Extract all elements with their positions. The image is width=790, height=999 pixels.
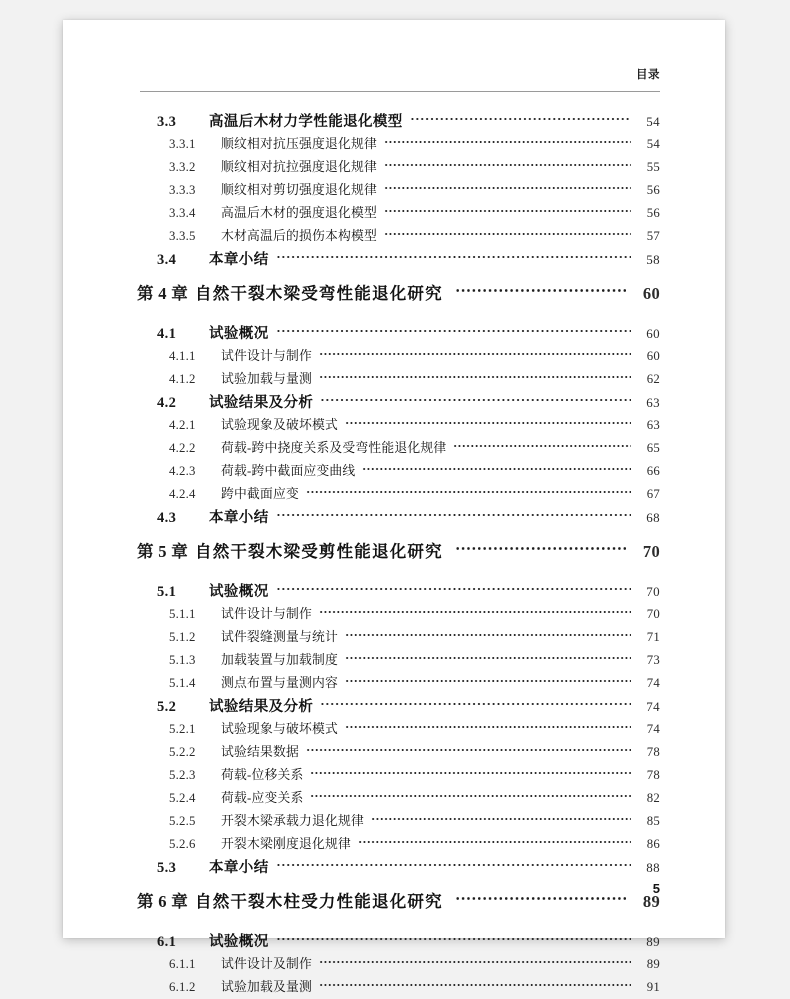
toc-chapter-entry[interactable] (63, 280, 725, 314)
toc-entry-title: 顺纹相对剪切强度退化规律 (221, 183, 377, 197)
toc-entry-number: 第 6 章 (137, 892, 188, 911)
toc-entry-title: 试验概况 (209, 326, 269, 342)
toc-entry-page-number: 74 (646, 722, 660, 736)
toc-entry-page-number: 55 (646, 160, 660, 174)
toc-entry-title: 荷载-应变关系 (221, 791, 304, 805)
toc-entry-page-number: 67 (646, 487, 660, 501)
toc-dot-leader (276, 324, 631, 339)
toc-entry-title: 自然干裂木梁受剪性能退化研究 (195, 542, 443, 561)
toc-section-entry[interactable] (63, 695, 725, 718)
toc-entry-page-number: 88 (646, 860, 660, 875)
toc-chapter-entry[interactable] (63, 538, 725, 572)
toc-section-entry[interactable] (63, 179, 725, 202)
toc-dot-leader (362, 462, 631, 475)
toc-section-entry[interactable] (63, 248, 725, 271)
toc-dot-leader (345, 628, 631, 641)
toc-entry-number: 5.1.2 (169, 630, 196, 644)
toc-entry-number: 5.1.3 (169, 653, 196, 667)
toc-entry-title: 试验结果及分析 (209, 395, 314, 411)
running-header-label: 目录 (636, 69, 660, 81)
toc-section-entry[interactable] (63, 856, 725, 879)
toc-entry-page-number: 74 (646, 699, 660, 714)
toc-entry-page-number: 70 (646, 584, 660, 599)
toc-dot-leader (345, 674, 631, 687)
toc-entry-title: 自然干裂木柱受力性能退化研究 (195, 892, 443, 911)
toc-entry-page-number: 60 (646, 326, 660, 341)
toc-entry-number: 4.2.3 (169, 464, 196, 478)
toc-entry-page-number: 89 (646, 957, 660, 971)
toc-entry-page-number: 58 (646, 252, 660, 267)
toc-entry-number: 4.1.1 (169, 349, 196, 363)
toc-entry-page-number: 70 (646, 607, 660, 621)
toc-entry-page-number: 63 (646, 395, 660, 410)
header-rule-divider (140, 91, 660, 92)
toc-section-entry[interactable] (63, 810, 725, 833)
toc-section-entry[interactable] (63, 741, 725, 764)
toc-entry-page-number: 60 (646, 349, 660, 363)
page-number-folio: 5 (652, 881, 660, 896)
toc-entry-number: 3.3.4 (169, 206, 196, 220)
toc-section-entry[interactable] (63, 603, 725, 626)
toc-entry-number: 5.2.3 (169, 768, 196, 782)
toc-entry-page-number: 54 (646, 137, 660, 151)
toc-entry-number: 4.1.2 (169, 372, 196, 386)
toc-entry-number: 5.2.1 (169, 722, 196, 736)
toc-entry-page-number: 68 (646, 510, 660, 525)
toc-entry-number: 3.3.1 (169, 137, 196, 151)
toc-section-entry[interactable] (63, 437, 725, 460)
toc-dot-leader (320, 393, 631, 408)
toc-entry-page-number: 56 (646, 183, 660, 197)
toc-entry-title: 试验概况 (209, 584, 269, 600)
toc-section-entry[interactable] (63, 133, 725, 156)
toc-dot-leader (320, 697, 631, 712)
toc-entry-title: 荷载-位移关系 (221, 768, 304, 782)
toc-dot-leader (384, 204, 631, 217)
toc-dot-leader (310, 789, 631, 802)
toc-dot-leader (384, 158, 631, 171)
toc-section-entry[interactable] (63, 506, 725, 529)
toc-entry-title: 荷载-跨中挠度关系及受弯性能退化规律 (221, 441, 447, 455)
toc-entry-page-number: 65 (646, 441, 660, 455)
toc-entry-number: 第 4 章 (137, 284, 188, 303)
toc-dot-leader (310, 766, 631, 779)
toc-entry-number: 6.1.1 (169, 957, 196, 971)
toc-entry-number: 6.1 (157, 934, 177, 950)
toc-entry-title: 本章小结 (209, 252, 269, 268)
toc-entry-title: 试验结果数据 (221, 745, 299, 759)
table-of-contents (63, 110, 725, 999)
toc-entry-title: 高温后木材力学性能退化模型 (209, 114, 403, 130)
toc-section-entry[interactable] (63, 414, 725, 437)
toc-dot-leader (306, 743, 631, 756)
toc-entry-page-number: 91 (646, 980, 660, 994)
toc-entry-page-number: 89 (646, 934, 660, 949)
toc-entry-title: 开裂木梁刚度退化规律 (221, 837, 351, 851)
toc-entry-number: 5.2.5 (169, 814, 196, 828)
toc-section-entry[interactable] (63, 391, 725, 414)
toc-entry-page-number: 62 (646, 372, 660, 386)
toc-entry-number: 3.3.2 (169, 160, 196, 174)
toc-entry-title: 试验概况 (209, 934, 269, 950)
toc-entry-title: 试验现象及破坏模式 (221, 418, 338, 432)
toc-dot-leader (358, 835, 631, 848)
toc-entry-number: 3.3.3 (169, 183, 196, 197)
toc-entry-page-number: 78 (646, 745, 660, 759)
toc-entry-title: 试验结果及分析 (209, 699, 314, 715)
toc-dot-leader (384, 135, 631, 148)
toc-entry-number: 3.3.5 (169, 229, 196, 243)
toc-entry-page-number: 57 (646, 229, 660, 243)
toc-dot-leader (276, 858, 631, 873)
toc-dot-leader (345, 416, 631, 429)
toc-entry-title: 加载装置与加载制度 (221, 653, 338, 667)
toc-entry-number: 5.2.6 (169, 837, 196, 851)
toc-section-entry[interactable] (63, 953, 725, 976)
toc-entry-title: 试验加载与量测 (221, 372, 312, 386)
toc-section-entry[interactable] (63, 649, 725, 672)
toc-entry-page-number: 60 (642, 284, 660, 303)
toc-entry-number: 3.4 (157, 252, 177, 268)
running-header (140, 68, 660, 88)
toc-entry-page-number: 78 (646, 768, 660, 782)
toc-entry-page-number: 70 (642, 542, 660, 561)
toc-section-entry[interactable] (63, 580, 725, 603)
book-page (63, 20, 725, 994)
toc-entry-number: 3.3 (157, 114, 177, 130)
toc-dot-leader (453, 439, 631, 452)
toc-entry-number: 5.1.1 (169, 607, 196, 621)
toc-entry-page-number: 74 (646, 676, 660, 690)
toc-section-entry[interactable] (63, 110, 725, 133)
toc-dot-leader (319, 347, 631, 360)
toc-dot-leader (306, 485, 631, 498)
toc-entry-number: 5.2.4 (169, 791, 196, 805)
toc-entry-number: 4.2.2 (169, 441, 196, 455)
toc-entry-number: 第 5 章 (137, 542, 188, 561)
toc-dot-leader (455, 541, 626, 558)
toc-dot-leader (455, 891, 626, 908)
toc-section-entry[interactable] (63, 225, 725, 248)
toc-section-entry[interactable] (63, 764, 725, 787)
toc-entry-number: 4.3 (157, 510, 177, 526)
toc-entry-title: 顺纹相对抗拉强度退化规律 (221, 160, 377, 174)
toc-section-entry[interactable] (63, 672, 725, 695)
toc-dot-leader (319, 978, 631, 991)
toc-section-entry[interactable] (63, 202, 725, 225)
toc-section-entry[interactable] (63, 930, 725, 953)
toc-entry-title: 试验现象与破坏模式 (221, 722, 338, 736)
toc-entry-page-number: 71 (646, 630, 660, 644)
toc-chapter-entry[interactable] (63, 888, 725, 922)
toc-dot-leader (371, 812, 631, 825)
toc-entry-title: 本章小结 (209, 510, 269, 526)
toc-entry-title: 顺纹相对抗压强度退化规律 (221, 137, 377, 151)
toc-dot-leader (319, 605, 631, 618)
toc-entry-title: 自然干裂木梁受弯性能退化研究 (195, 284, 443, 303)
toc-dot-leader (345, 720, 631, 733)
toc-entry-page-number: 89 (642, 892, 660, 911)
toc-dot-leader (276, 582, 631, 597)
toc-entry-title: 高温后木材的强度退化模型 (221, 206, 377, 220)
toc-section-entry[interactable] (63, 322, 725, 345)
toc-entry-title: 开裂木梁承载力退化规律 (221, 814, 364, 828)
toc-entry-title: 试件设计及制作 (221, 957, 312, 971)
toc-entry-title: 本章小结 (209, 860, 269, 876)
toc-section-entry[interactable] (63, 976, 725, 999)
toc-dot-leader (276, 932, 631, 947)
toc-section-entry[interactable] (63, 368, 725, 391)
toc-section-entry[interactable] (63, 483, 725, 506)
toc-entry-page-number: 63 (646, 418, 660, 432)
toc-dot-leader (345, 651, 631, 664)
toc-entry-title: 测点布置与量测内容 (221, 676, 338, 690)
toc-section-entry[interactable] (63, 718, 725, 741)
toc-entry-number: 4.1 (157, 326, 177, 342)
toc-entry-page-number: 82 (646, 791, 660, 805)
toc-entry-number: 5.2 (157, 699, 177, 715)
toc-entry-page-number: 54 (646, 114, 660, 129)
toc-entry-title: 试件裂缝测量与统计 (221, 630, 338, 644)
toc-entry-title: 试件设计与制作 (221, 607, 312, 621)
toc-entry-title: 荷载-跨中截面应变曲线 (221, 464, 356, 478)
toc-entry-page-number: 86 (646, 837, 660, 851)
toc-section-entry[interactable] (63, 156, 725, 179)
toc-entry-title: 跨中截面应变 (221, 487, 299, 501)
toc-dot-leader (319, 370, 631, 383)
toc-entry-page-number: 66 (646, 464, 660, 478)
toc-entry-number: 5.3 (157, 860, 177, 876)
toc-section-entry[interactable] (63, 460, 725, 483)
toc-entry-page-number: 56 (646, 206, 660, 220)
toc-section-entry[interactable] (63, 833, 725, 856)
toc-section-entry[interactable] (63, 345, 725, 368)
toc-section-entry[interactable] (63, 787, 725, 810)
toc-dot-leader (384, 227, 631, 240)
toc-dot-leader (276, 250, 631, 265)
toc-dot-leader (410, 112, 631, 127)
toc-entry-number: 4.2.1 (169, 418, 196, 432)
toc-entry-title: 试件设计与制作 (221, 349, 312, 363)
toc-entry-number: 5.1 (157, 584, 177, 600)
toc-dot-leader (276, 508, 631, 523)
toc-entry-page-number: 73 (646, 653, 660, 667)
toc-entry-number: 4.2 (157, 395, 177, 411)
toc-entry-number: 5.2.2 (169, 745, 196, 759)
toc-entry-number: 6.1.2 (169, 980, 196, 994)
toc-section-entry[interactable] (63, 626, 725, 649)
toc-dot-leader (455, 283, 626, 300)
toc-entry-page-number: 85 (646, 814, 660, 828)
toc-dot-leader (384, 181, 631, 194)
toc-dot-leader (319, 955, 631, 968)
toc-entry-title: 试验加载及量测 (221, 980, 312, 994)
toc-entry-title: 木材高温后的损伤本构模型 (221, 229, 377, 243)
toc-entry-number: 5.1.4 (169, 676, 196, 690)
toc-entry-number: 4.2.4 (169, 487, 196, 501)
